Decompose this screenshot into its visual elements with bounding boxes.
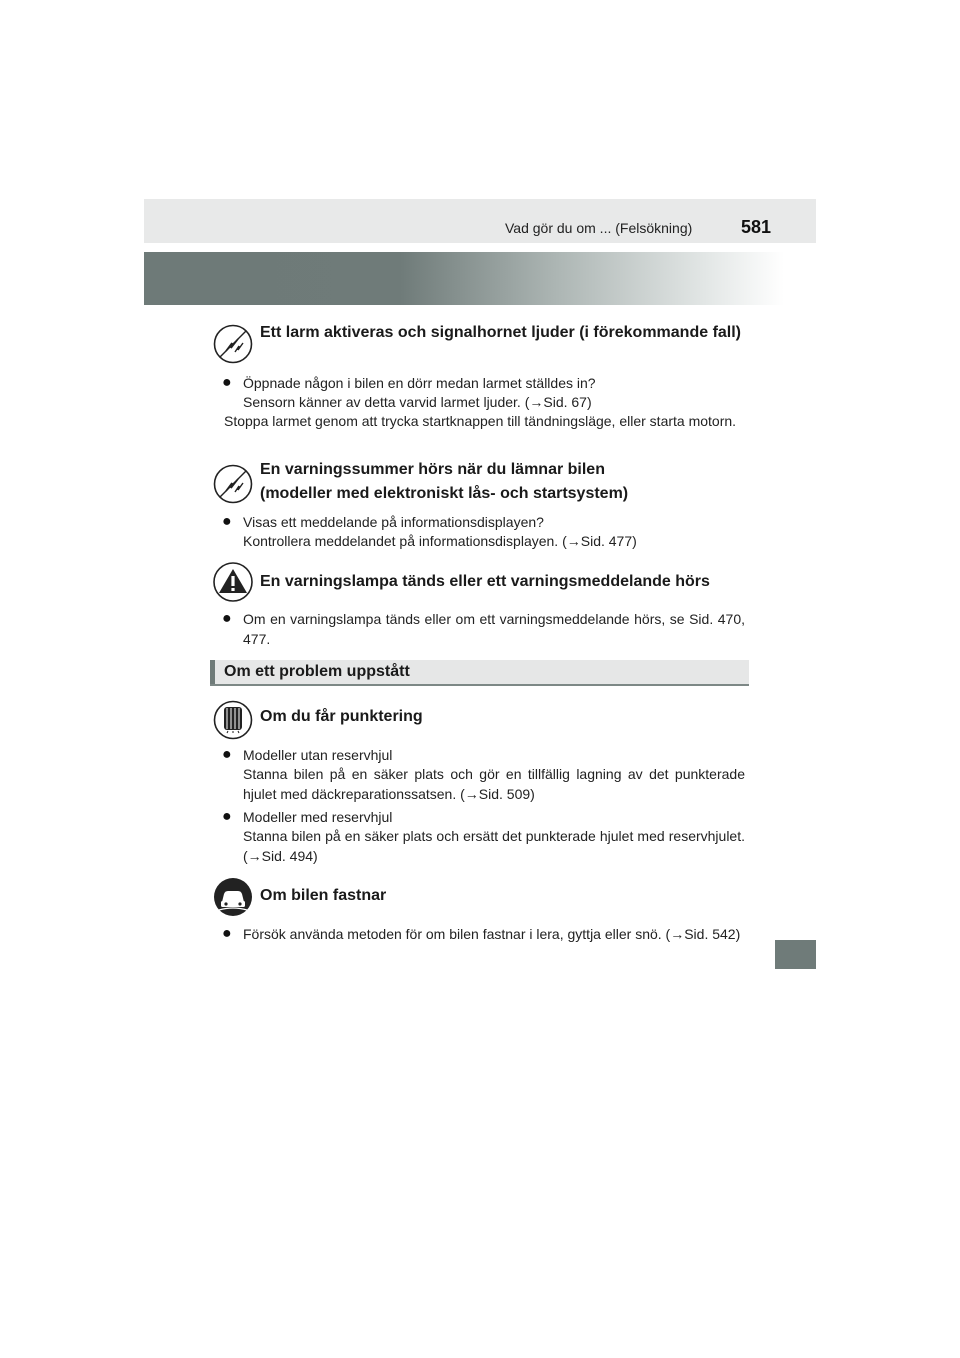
flat-item2-title: Modeller med reservhjul xyxy=(243,809,393,825)
alarm-bullet-line2: Sensorn känner av detta varvid larmet ljuder. (→Sid. 67) xyxy=(243,394,592,410)
section-title-box xyxy=(210,660,749,686)
warning-triangle-icon xyxy=(213,562,253,602)
flat-heading: Om du får punktering xyxy=(260,708,423,725)
bullet-marker: ● xyxy=(222,610,232,627)
flat-item1-text: Stanna bilen på en säker plats och gör en tillfällig lagning av det punkterade hjulet med däckreparationssatsen. (→Sid. 509) xyxy=(243,766,745,802)
flat-item2-text: Stanna bilen på en säker plats och ersätt det punkterade hjulet med reservhjulet. (→Sid. 494) xyxy=(243,828,745,864)
chapter-side-tab xyxy=(775,940,816,969)
stuck-bullet-text: Försök använda metoden för om bilen fastnar i lera, gyttja eller snö. (→Sid. 542) xyxy=(243,926,741,942)
buzzer-sound-icon xyxy=(213,464,253,504)
section-title: Om ett problem uppstått xyxy=(224,663,410,680)
bullet-marker: ● xyxy=(222,374,232,391)
warning-bullet-text: Om en varningslampa tänds eller om ett varningsmeddelande hörs, se Sid. 470, 477. xyxy=(243,611,745,647)
alarm-bullet-line1: Öppnade någon i bilen en dörr medan larmet ställdes in? xyxy=(243,375,596,391)
bullet-marker: ● xyxy=(222,746,232,763)
stuck-heading: Om bilen fastnar xyxy=(260,887,387,904)
stuck-car-icon xyxy=(213,877,253,917)
warning-heading: En varningslampa tänds eller ett varningsmeddelande hörs xyxy=(260,573,710,590)
alarm-heading: Ett larm aktiveras och signalhornet ljuder (i förekommande fall) xyxy=(260,324,742,341)
alarm-note: Stoppa larmet genom att trycka startknappen till tändningsläge, eller starta motorn. xyxy=(224,413,737,429)
bullet-marker: ● xyxy=(222,513,232,530)
flat-tire-icon xyxy=(213,700,253,740)
section-marker xyxy=(210,660,215,684)
buzzer-heading-line1: En varningssummer hörs när du lämnar bilen xyxy=(260,461,605,478)
chapter-title: Vad gör du om ... (Felsökning) xyxy=(505,220,693,236)
buzzer-bullet-line1: Visas ett meddelande på informationsdisplayen? xyxy=(243,514,544,530)
page-header xyxy=(144,199,816,243)
page-number: 581 xyxy=(741,217,772,237)
buzzer-bullet-line2: Kontrollera meddelandet på informationsdisplayen. (→Sid. 477) xyxy=(243,533,637,549)
chapter-banner xyxy=(144,252,784,305)
bullet-marker: ● xyxy=(222,808,232,825)
bullet-marker: ● xyxy=(222,925,232,942)
flat-item1-title: Modeller utan reservhjul xyxy=(243,747,393,763)
alarm-sound-icon xyxy=(213,324,253,364)
buzzer-heading-line2: (modeller med elektroniskt lås- och startsystem) xyxy=(260,485,629,502)
